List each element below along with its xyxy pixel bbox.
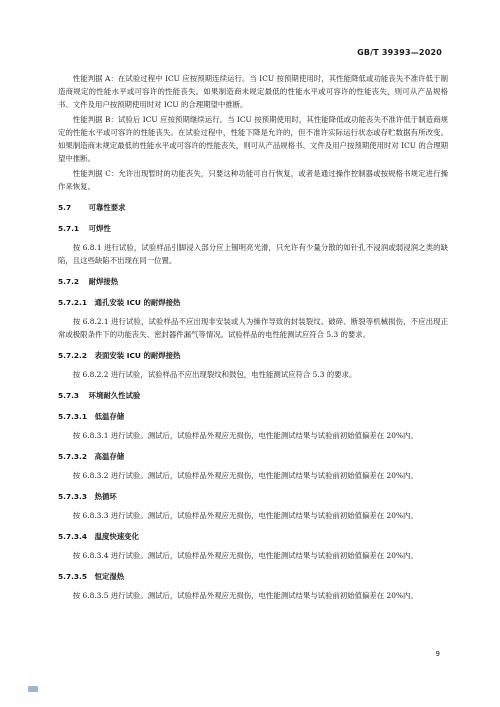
criterion-a-paragraph: 性能判据 A：在试验过程中 ICU 应按预期连续运行。当 ICU 按预期使用时，其性能降低或功能丧失不准许低于制造商规定的性能水平或可容许的性能丧失。如果制造商未规定最低的性能水平或可容许的性能丧失，则可从产品规格书、文件及用户按预期使用时对 ICU 的合理期望中推断。 bbox=[58, 74, 448, 109]
section-title: 温度快速变化 bbox=[94, 532, 139, 541]
surface-mount-paragraph: 按 6.8.2.2 进行试验，试验样品不应出现裂纹和鼓包，电性能测试应符合 5.3 的要求。 bbox=[72, 370, 357, 379]
section-number: 5.7.3.4 bbox=[58, 532, 87, 541]
section-title: 通孔安装 ICU 的耐焊接热 bbox=[94, 298, 181, 307]
standard-code: GB/T 39393—2020 bbox=[357, 48, 442, 57]
section-heading-5-7-3-5 bbox=[58, 570, 448, 583]
high-temp-storage-paragraph: 按 6.8.3.2 进行试验。测试后，试验样品外观应无损伤，电性能测试结果与试验前初始值偏差在 20%内。 bbox=[72, 471, 418, 480]
section-number: 5.7.3.5 bbox=[58, 572, 87, 581]
section-number: 5.7.3.1 bbox=[58, 412, 87, 421]
section-number: 5.7.2 bbox=[58, 277, 80, 286]
corner-logo-mark bbox=[28, 686, 38, 692]
section-title: 低温存储 bbox=[94, 412, 125, 421]
section-heading-5-7-2-2 bbox=[58, 349, 448, 362]
section-number: 5.7.2.2 bbox=[58, 351, 87, 360]
section-title: 高温存储 bbox=[94, 452, 125, 461]
low-temp-storage-paragraph: 按 6.8.3.1 进行试验。测试后，试验样品外观应无损伤，电性能测试结果与试验前初始值偏差在 20%内。 bbox=[72, 431, 418, 440]
section-number: 5.7.3.2 bbox=[58, 452, 87, 461]
rapid-temp-change-paragraph: 按 6.8.3.4 进行试验。测试后，试验样品外观应无损伤，电性能测试结果与试验前初始值偏差在 20%内。 bbox=[72, 551, 418, 560]
section-number: 5.7.2.1 bbox=[58, 298, 87, 307]
section-heading-5-7-3-2 bbox=[58, 450, 448, 463]
section-heading-5-7 bbox=[58, 201, 448, 214]
solderability-paragraph: 按 6.8.1 进行试验，试验样品引脚浸入部分应上锡明亮光滑，只允许有少量分散的如针孔不浸润或弱浸润之类的缺陷，且这些缺陷不出现在同一位置。 bbox=[58, 243, 448, 265]
criterion-b-paragraph: 性能判据 B：试验后 ICU 应按预期继续运行。当 ICU 按预期使用时，其性能降低或功能丧失不准许低于制造商规定的性能水平或可容许的性能丧失。在试验过程中，性能下降是允许的，但不准许实际运行状态或存贮数据有所改变。如果制造商未规定最低的性能水平或可容许的性能丧失，则可从产品规格书、文件及用户按预期使用时对 ICU 的合理期望中推断。 bbox=[58, 115, 448, 163]
section-title: 耐焊接热 bbox=[88, 277, 119, 286]
section-number: 5.7.3 bbox=[58, 391, 80, 400]
section-heading-5-7-3 bbox=[58, 389, 448, 402]
criterion-c-paragraph: 性能判据 C：允许出现暂时的功能丧失，只要这种功能可自行恢复，或者是通过操作控制器或按规格书规定进行操作来恢复。 bbox=[58, 169, 448, 191]
page-number: 9 bbox=[435, 650, 440, 658]
section-title: 可焊性 bbox=[88, 224, 111, 233]
section-heading-5-7-3-1 bbox=[58, 410, 448, 423]
through-hole-paragraph: 按 6.8.2.1 进行试验，试验样品不应出现非安装或人为操作导致的封装裂纹、破碎、断裂等机械损伤，不应出现正常或极限条件下的功能丧失、密封器件漏气等情况。试验样品的电性能测试应符合 5.3 的要求。 bbox=[58, 317, 448, 339]
page-content bbox=[58, 72, 448, 604]
section-number: 5.7.3.3 bbox=[58, 492, 87, 501]
section-title: 可靠性要求 bbox=[88, 203, 126, 212]
section-heading-5-7-2-1 bbox=[58, 296, 448, 309]
section-title: 热循环 bbox=[94, 492, 117, 501]
damp-heat-paragraph: 按 6.8.3.5 进行试验。测试后，试验样品外观应无损伤，电性能测试结果与试验前初始值偏差在 20%内。 bbox=[72, 591, 418, 600]
section-heading-5-7-3-4 bbox=[58, 530, 448, 543]
section-heading-5-7-3-3 bbox=[58, 490, 448, 503]
section-title: 恒定湿热 bbox=[94, 572, 125, 581]
section-heading-5-7-1 bbox=[58, 222, 448, 235]
section-number: 5.7.1 bbox=[58, 224, 80, 233]
thermal-cycle-paragraph: 按 6.8.3.3 进行试验。测试后，试验样品外观应无损伤，电性能测试结果与试验前初始值偏差在 20%内。 bbox=[72, 511, 418, 520]
section-title: 环境耐久性试验 bbox=[88, 391, 141, 400]
section-heading-5-7-2 bbox=[58, 275, 448, 288]
section-title: 表面安装 ICU 的耐焊接热 bbox=[94, 351, 181, 360]
section-number: 5.7 bbox=[58, 203, 72, 212]
